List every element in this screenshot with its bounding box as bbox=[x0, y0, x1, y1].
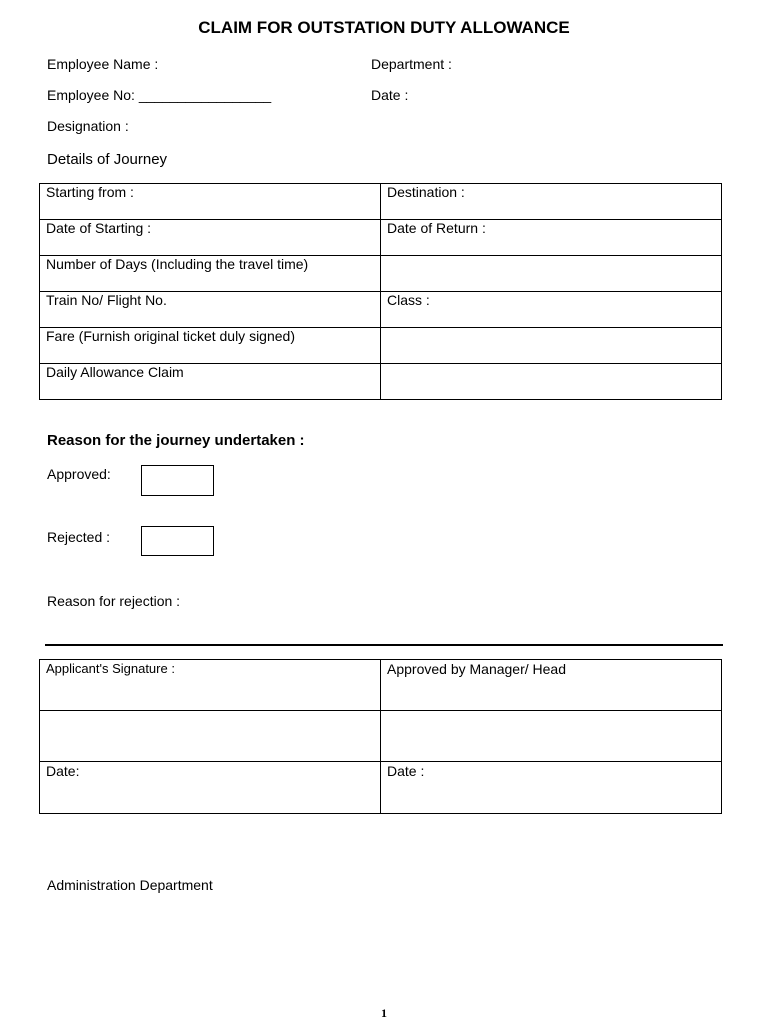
table-row bbox=[40, 328, 722, 364]
manager-date-cell: Date : bbox=[381, 762, 722, 814]
applicant-date-cell: Date: bbox=[40, 762, 381, 814]
rejection-reason-line[interactable] bbox=[45, 644, 723, 646]
signature-table bbox=[39, 659, 722, 814]
table-row bbox=[40, 220, 722, 256]
journey-heading: Details of Journey bbox=[47, 151, 168, 168]
table-row bbox=[40, 292, 722, 328]
table-row bbox=[40, 660, 722, 711]
date-label: Date : bbox=[371, 87, 409, 103]
class-cell: Class : bbox=[381, 292, 722, 328]
fare-value-cell bbox=[381, 328, 722, 364]
department-label: Department : bbox=[371, 56, 452, 72]
train-flight-cell: Train No/ Flight No. bbox=[40, 292, 381, 328]
applicant-signature-space[interactable] bbox=[40, 711, 381, 762]
manager-signature-space[interactable] bbox=[381, 711, 722, 762]
approved-label: Approved: bbox=[47, 466, 111, 482]
rejected-checkbox[interactable] bbox=[141, 526, 214, 556]
applicant-signature-cell: Applicant's Signature : bbox=[40, 660, 381, 711]
daily-allowance-cell: Daily Allowance Claim bbox=[40, 364, 381, 400]
table-row bbox=[40, 364, 722, 400]
form-title: CLAIM FOR OUTSTATION DUTY ALLOWANCE bbox=[198, 18, 570, 37]
administration-department-label: Administration Department bbox=[47, 877, 213, 893]
rejected-label: Rejected : bbox=[47, 529, 111, 545]
employee-name-label: Employee Name : bbox=[47, 56, 159, 72]
daily-allowance-value-cell bbox=[381, 364, 722, 400]
number-of-days-value-cell bbox=[381, 256, 722, 292]
table-row bbox=[40, 711, 722, 762]
approved-checkbox[interactable] bbox=[141, 465, 214, 496]
date-of-return-cell: Date of Return : bbox=[381, 220, 722, 256]
destination-cell: Destination : bbox=[381, 184, 722, 220]
designation-label: Designation : bbox=[47, 118, 129, 134]
employee-no-label: Employee No: _________________ bbox=[47, 87, 272, 103]
date-of-starting-cell: Date of Starting : bbox=[40, 220, 381, 256]
starting-from-cell: Starting from : bbox=[40, 184, 381, 220]
table-row bbox=[40, 256, 722, 292]
table-row bbox=[40, 762, 722, 814]
approved-by-cell: Approved by Manager/ Head bbox=[381, 660, 722, 711]
journey-table bbox=[39, 183, 722, 400]
table-row bbox=[40, 184, 722, 220]
fare-cell: Fare (Furnish original ticket duly signed) bbox=[40, 328, 381, 364]
rejection-reason-label: Reason for rejection : bbox=[47, 593, 181, 609]
reason-heading: Reason for the journey undertaken : bbox=[47, 432, 305, 449]
page-number: 1 bbox=[381, 1006, 387, 1020]
number-of-days-cell: Number of Days (Including the travel time) bbox=[40, 256, 381, 292]
